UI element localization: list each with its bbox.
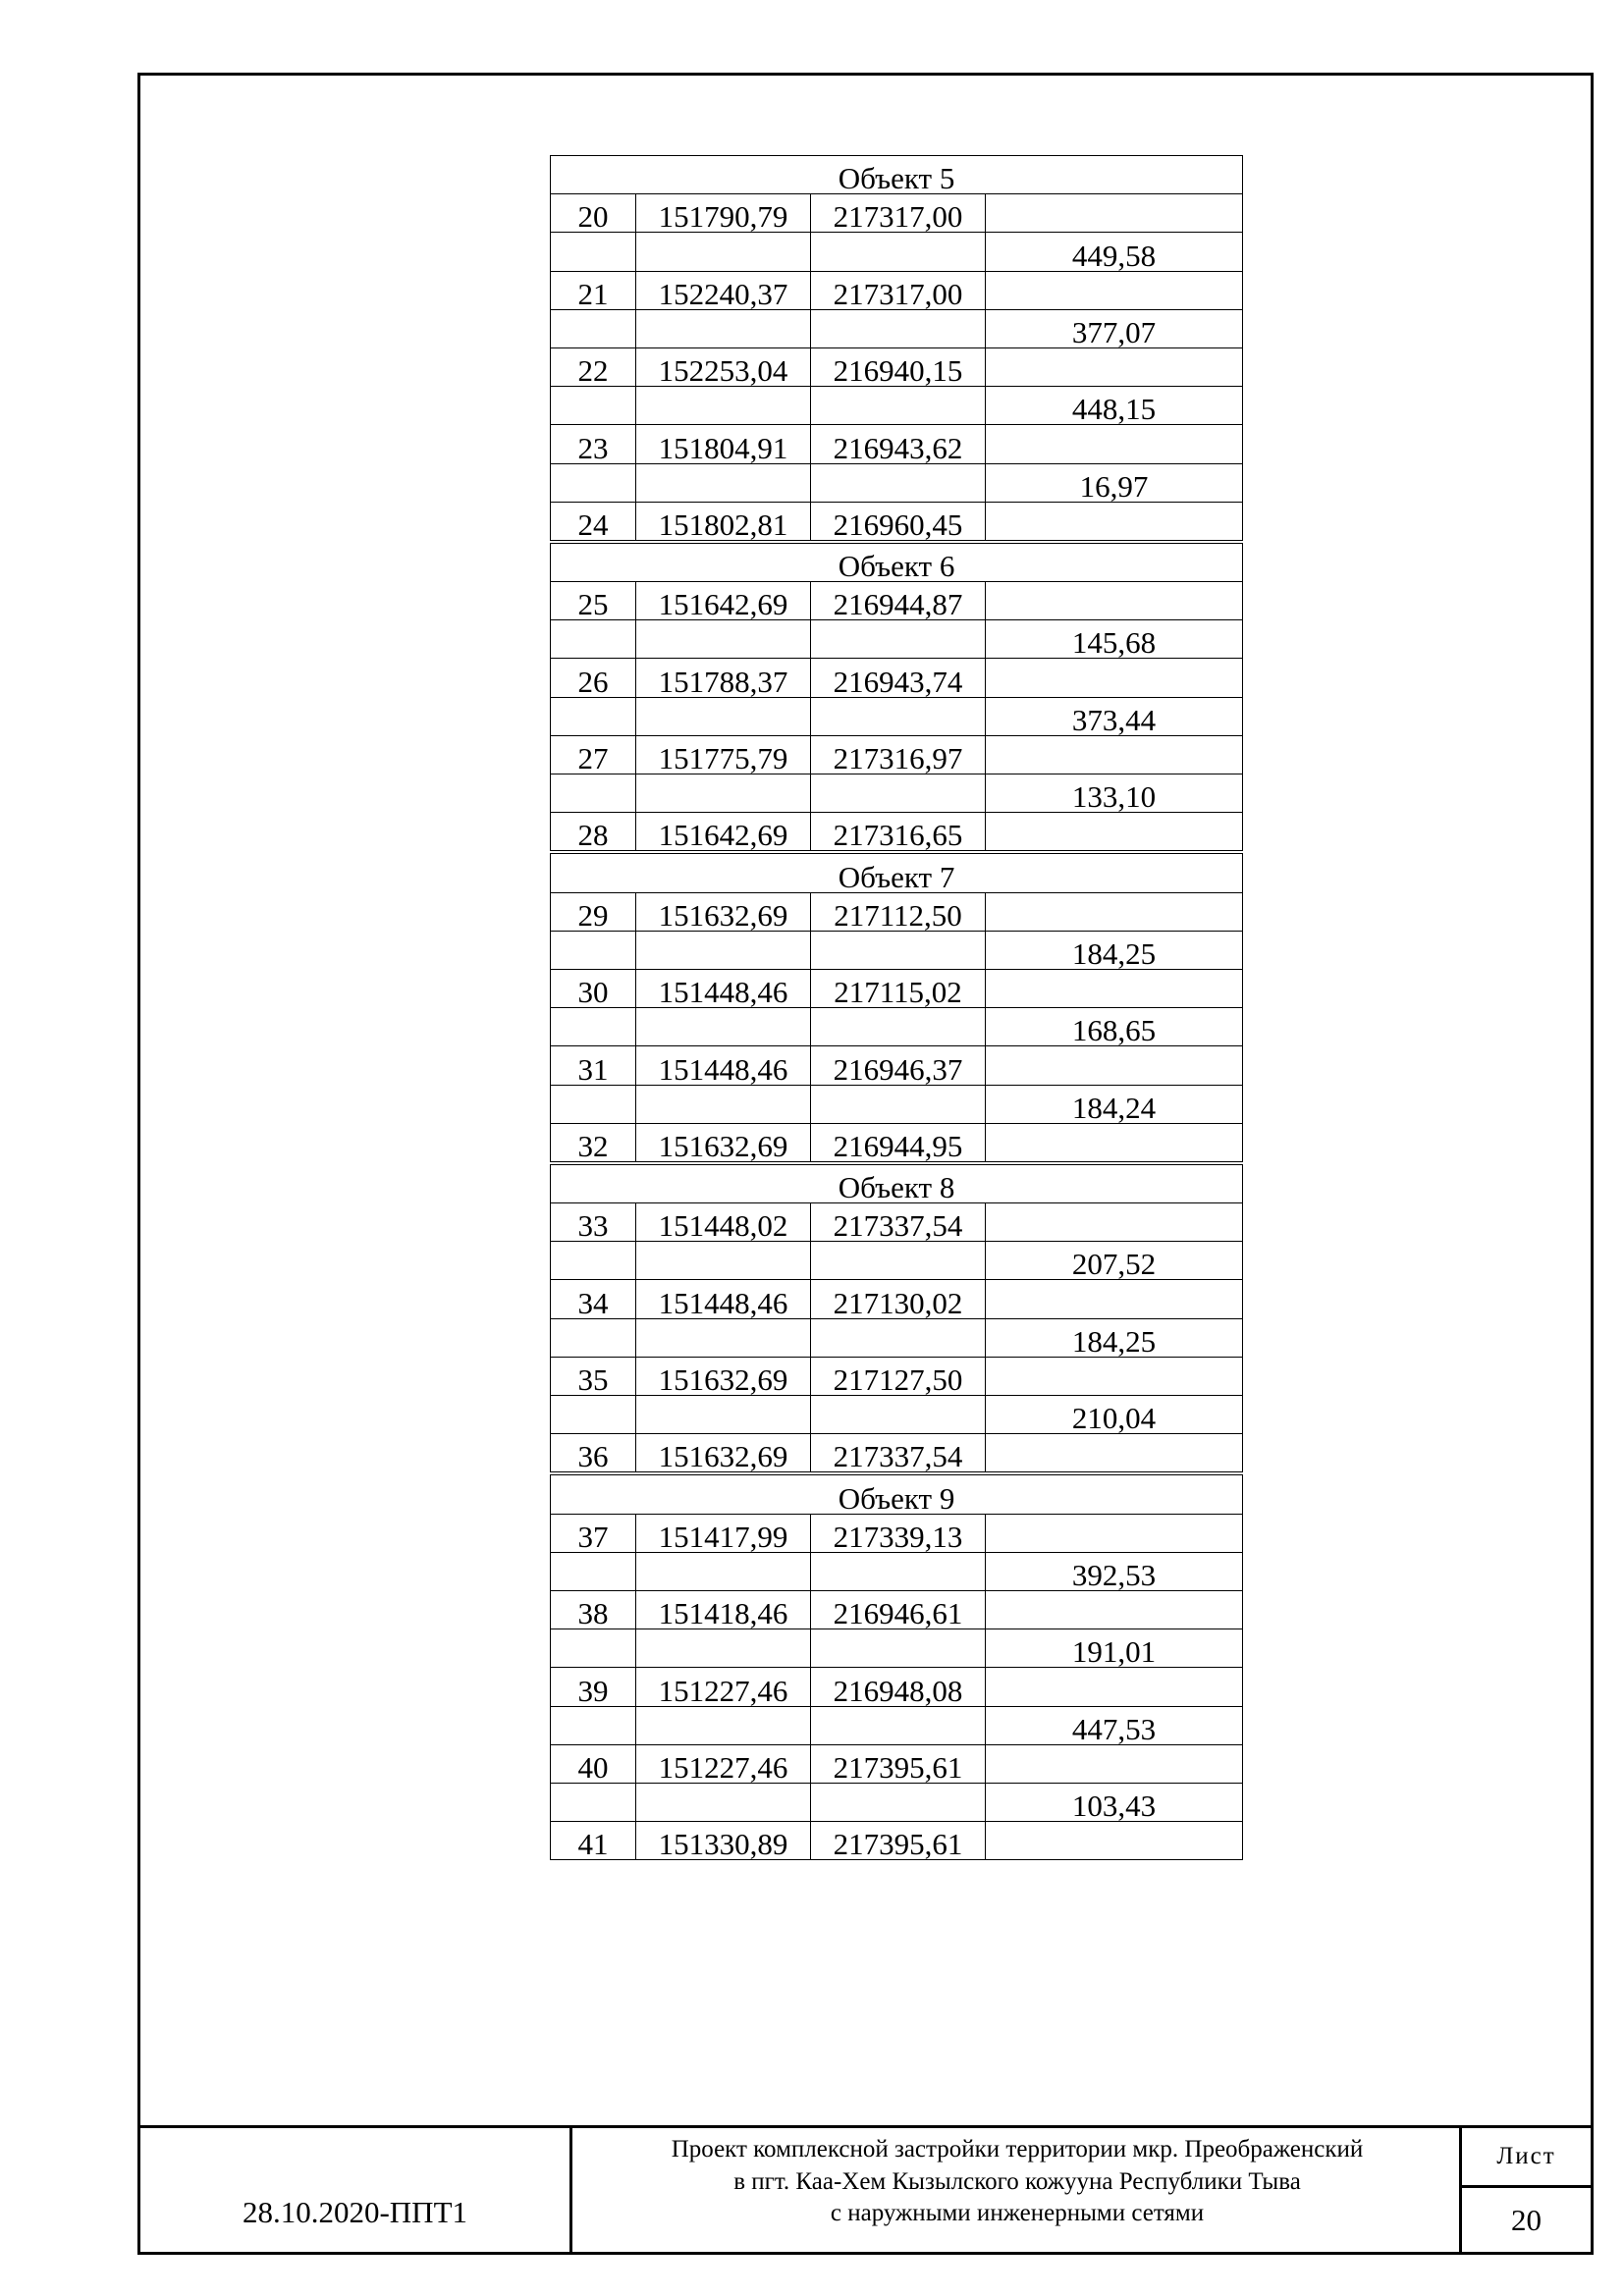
x-coordinate-cell: 151227,46 [636,1668,811,1706]
y-coordinate-cell: 216946,61 [811,1590,986,1629]
x-coordinate-cell: 151642,69 [636,582,811,620]
y-coordinate-cell [811,620,986,659]
x-coordinate-cell [636,1552,811,1590]
distance-cell: 191,01 [986,1629,1243,1668]
x-coordinate-cell: 151418,46 [636,1590,811,1629]
y-coordinate-cell [811,1318,986,1357]
y-coordinate-cell: 217317,00 [811,194,986,233]
point-number-cell [551,1318,636,1357]
x-coordinate-cell [636,1396,811,1434]
y-coordinate-cell [811,774,986,813]
table-row [551,502,1243,542]
distance-cell [986,1822,1243,1860]
project-title [575,2128,1459,2252]
y-coordinate-cell: 217337,54 [811,1203,986,1242]
table-row [551,1203,1243,1242]
sheet-box [1459,2128,1591,2252]
table-row [551,425,1243,463]
point-number-cell [551,1085,636,1123]
table-row [551,387,1243,425]
x-coordinate-cell: 151802,81 [636,502,811,542]
table-row [551,774,1243,813]
distance-cell [986,1668,1243,1706]
point-number-cell [551,774,636,813]
y-coordinate-cell: 216946,37 [811,1046,986,1085]
object-header-row [551,156,1243,194]
title-block [137,2125,1594,2255]
point-number-cell [551,1783,636,1821]
x-coordinate-cell [636,1629,811,1668]
distance-cell [986,1590,1243,1629]
distance-cell: 168,65 [986,1008,1243,1046]
distance-cell [986,1046,1243,1085]
x-coordinate-cell: 151632,69 [636,1123,811,1163]
object-header-row [551,852,1243,892]
table-row [551,1744,1243,1783]
distance-cell [986,425,1243,463]
point-number-cell: 37 [551,1514,636,1552]
table-row [551,1357,1243,1395]
project-title-line: с наружными инженерными сетями [830,2200,1205,2226]
table-row [551,1706,1243,1744]
distance-cell: 207,52 [986,1242,1243,1280]
x-coordinate-cell [636,233,811,271]
point-number-cell [551,620,636,659]
table-row [551,1552,1243,1590]
object-title: Объект 5 [551,156,1243,194]
point-number-cell: 26 [551,659,636,697]
x-coordinate-cell: 151632,69 [636,892,811,931]
distance-cell: 448,15 [986,387,1243,425]
distance-cell [986,1357,1243,1395]
point-number-cell: 33 [551,1203,636,1242]
table-row [551,1629,1243,1668]
distance-cell: 210,04 [986,1396,1243,1434]
point-number-cell: 34 [551,1280,636,1318]
point-number-cell: 30 [551,969,636,1007]
distance-cell [986,1123,1243,1163]
point-number-cell: 28 [551,813,636,853]
point-number-cell [551,1396,636,1434]
distance-cell: 145,68 [986,620,1243,659]
point-number-cell [551,1706,636,1744]
point-number-cell: 40 [551,1744,636,1783]
x-coordinate-cell: 151632,69 [636,1357,811,1395]
distance-cell: 184,25 [986,1318,1243,1357]
y-coordinate-cell [811,1242,986,1280]
x-coordinate-cell [636,620,811,659]
x-coordinate-cell: 152253,04 [636,347,811,386]
table-row [551,1396,1243,1434]
distance-cell [986,813,1243,853]
table-row [551,813,1243,853]
distance-cell: 184,25 [986,931,1243,969]
object-header-row [551,1163,1243,1203]
table-row [551,735,1243,774]
project-title-line: в пгт. Каа-Хем Кызылского кожууна Республики Тыва [733,2167,1301,2195]
y-coordinate-cell [811,1085,986,1123]
point-number-cell: 27 [551,735,636,774]
table-row [551,697,1243,735]
object-header-row [551,1473,1243,1514]
y-coordinate-cell: 217395,61 [811,1822,986,1860]
point-number-cell [551,463,636,502]
point-number-cell: 36 [551,1434,636,1474]
distance-cell [986,582,1243,620]
x-coordinate-cell: 151642,69 [636,813,811,853]
point-number-cell: 39 [551,1668,636,1706]
table-row [551,1123,1243,1163]
distance-cell [986,502,1243,542]
y-coordinate-cell: 216960,45 [811,502,986,542]
point-number-cell [551,1629,636,1668]
distance-cell [986,969,1243,1007]
coordinates-table [550,155,1243,1860]
y-coordinate-cell [811,1396,986,1434]
table-row [551,1242,1243,1280]
x-coordinate-cell [636,1242,811,1280]
table-row [551,233,1243,271]
table-row [551,1318,1243,1357]
sheet-number: 20 [1511,2202,1542,2237]
y-coordinate-cell: 216944,87 [811,582,986,620]
y-coordinate-cell [811,1629,986,1668]
distance-cell: 449,58 [986,233,1243,271]
distance-cell [986,347,1243,386]
distance-cell: 133,10 [986,774,1243,813]
table-row [551,931,1243,969]
x-coordinate-cell: 151632,69 [636,1434,811,1474]
y-coordinate-cell: 217115,02 [811,969,986,1007]
point-number-cell: 32 [551,1123,636,1163]
y-coordinate-cell [811,1706,986,1744]
x-coordinate-cell: 151227,46 [636,1744,811,1783]
y-coordinate-cell [811,697,986,735]
x-coordinate-cell [636,463,811,502]
x-coordinate-cell [636,1008,811,1046]
x-coordinate-cell: 151417,99 [636,1514,811,1552]
distance-cell [986,1203,1243,1242]
x-coordinate-cell [636,1706,811,1744]
y-coordinate-cell [811,1552,986,1590]
x-coordinate-cell [636,1085,811,1123]
point-number-cell: 38 [551,1590,636,1629]
point-number-cell [551,387,636,425]
point-number-cell [551,931,636,969]
table-row [551,1280,1243,1318]
object-title: Объект 8 [551,1163,1243,1203]
y-coordinate-cell [811,1008,986,1046]
point-number-cell: 21 [551,271,636,309]
table-row [551,194,1243,233]
point-number-cell: 25 [551,582,636,620]
distance-cell [986,1434,1243,1474]
y-coordinate-cell: 216940,15 [811,347,986,386]
x-coordinate-cell [636,387,811,425]
y-coordinate-cell [811,931,986,969]
y-coordinate-cell [811,387,986,425]
point-number-cell: 31 [551,1046,636,1085]
distance-cell: 447,53 [986,1706,1243,1744]
distance-cell [986,892,1243,931]
x-coordinate-cell: 151448,46 [636,969,811,1007]
x-coordinate-cell [636,774,811,813]
y-coordinate-cell: 217316,97 [811,735,986,774]
y-coordinate-cell: 216948,08 [811,1668,986,1706]
object-title: Объект 9 [551,1473,1243,1514]
x-coordinate-cell [636,697,811,735]
y-coordinate-cell: 216943,74 [811,659,986,697]
table-row [551,309,1243,347]
point-number-cell: 41 [551,1822,636,1860]
point-number-cell [551,309,636,347]
x-coordinate-cell [636,1318,811,1357]
y-coordinate-cell [811,233,986,271]
distance-cell [986,735,1243,774]
table-row [551,969,1243,1007]
distance-cell: 373,44 [986,697,1243,735]
table-row [551,1822,1243,1860]
y-coordinate-cell [811,309,986,347]
point-number-cell: 22 [551,347,636,386]
x-coordinate-cell [636,309,811,347]
point-number-cell [551,697,636,735]
object-title: Объект 7 [551,852,1243,892]
table-row [551,659,1243,697]
object-header-row [551,542,1243,582]
x-coordinate-cell [636,931,811,969]
y-coordinate-cell: 217395,61 [811,1744,986,1783]
y-coordinate-cell: 217339,13 [811,1514,986,1552]
table-row [551,347,1243,386]
table-row [551,463,1243,502]
point-number-cell: 29 [551,892,636,931]
object-title: Объект 6 [551,542,1243,582]
x-coordinate-cell: 151448,46 [636,1046,811,1085]
x-coordinate-cell: 151330,89 [636,1822,811,1860]
x-coordinate-cell: 152240,37 [636,271,811,309]
point-number-cell: 23 [551,425,636,463]
point-number-cell: 35 [551,1357,636,1395]
distance-cell [986,1744,1243,1783]
table-row [551,1590,1243,1629]
x-coordinate-cell: 151788,37 [636,659,811,697]
y-coordinate-cell: 217127,50 [811,1357,986,1395]
project-title-line: Проект комплексной застройки территории мкр. Преображенский [671,2136,1364,2163]
table-row [551,1085,1243,1123]
x-coordinate-cell: 151448,02 [636,1203,811,1242]
table-row [551,582,1243,620]
distance-cell [986,1280,1243,1318]
x-coordinate-cell: 151790,79 [636,194,811,233]
table-row [551,1046,1243,1085]
point-number-cell [551,1242,636,1280]
distance-cell: 103,43 [986,1783,1243,1821]
table-row [551,620,1243,659]
table-row [551,892,1243,931]
y-coordinate-cell: 217316,65 [811,813,986,853]
x-coordinate-cell: 151775,79 [636,735,811,774]
table-row [551,1783,1243,1821]
point-number-cell: 20 [551,194,636,233]
table-row [551,1668,1243,1706]
y-coordinate-cell: 216943,62 [811,425,986,463]
distance-cell [986,271,1243,309]
distance-cell [986,194,1243,233]
table-row [551,271,1243,309]
y-coordinate-cell [811,463,986,502]
y-coordinate-cell [811,1783,986,1821]
y-coordinate-cell: 217337,54 [811,1434,986,1474]
y-coordinate-cell: 217130,02 [811,1280,986,1318]
y-coordinate-cell: 217317,00 [811,271,986,309]
point-number-cell [551,1008,636,1046]
x-coordinate-cell: 151804,91 [636,425,811,463]
point-number-cell [551,1552,636,1590]
y-coordinate-cell: 216944,95 [811,1123,986,1163]
distance-cell [986,659,1243,697]
document-code: 28.10.2020-ППТ1 [140,2128,572,2252]
table-row [551,1514,1243,1552]
distance-cell [986,1514,1243,1552]
y-coordinate-cell: 217112,50 [811,892,986,931]
sheet-label: Лист [1462,2128,1591,2188]
distance-cell: 377,07 [986,309,1243,347]
distance-cell: 16,97 [986,463,1243,502]
distance-cell: 184,24 [986,1085,1243,1123]
x-coordinate-cell: 151448,46 [636,1280,811,1318]
x-coordinate-cell [636,1783,811,1821]
point-number-cell: 24 [551,502,636,542]
distance-cell: 392,53 [986,1552,1243,1590]
table-row [551,1434,1243,1474]
point-number-cell [551,233,636,271]
table-row [551,1008,1243,1046]
